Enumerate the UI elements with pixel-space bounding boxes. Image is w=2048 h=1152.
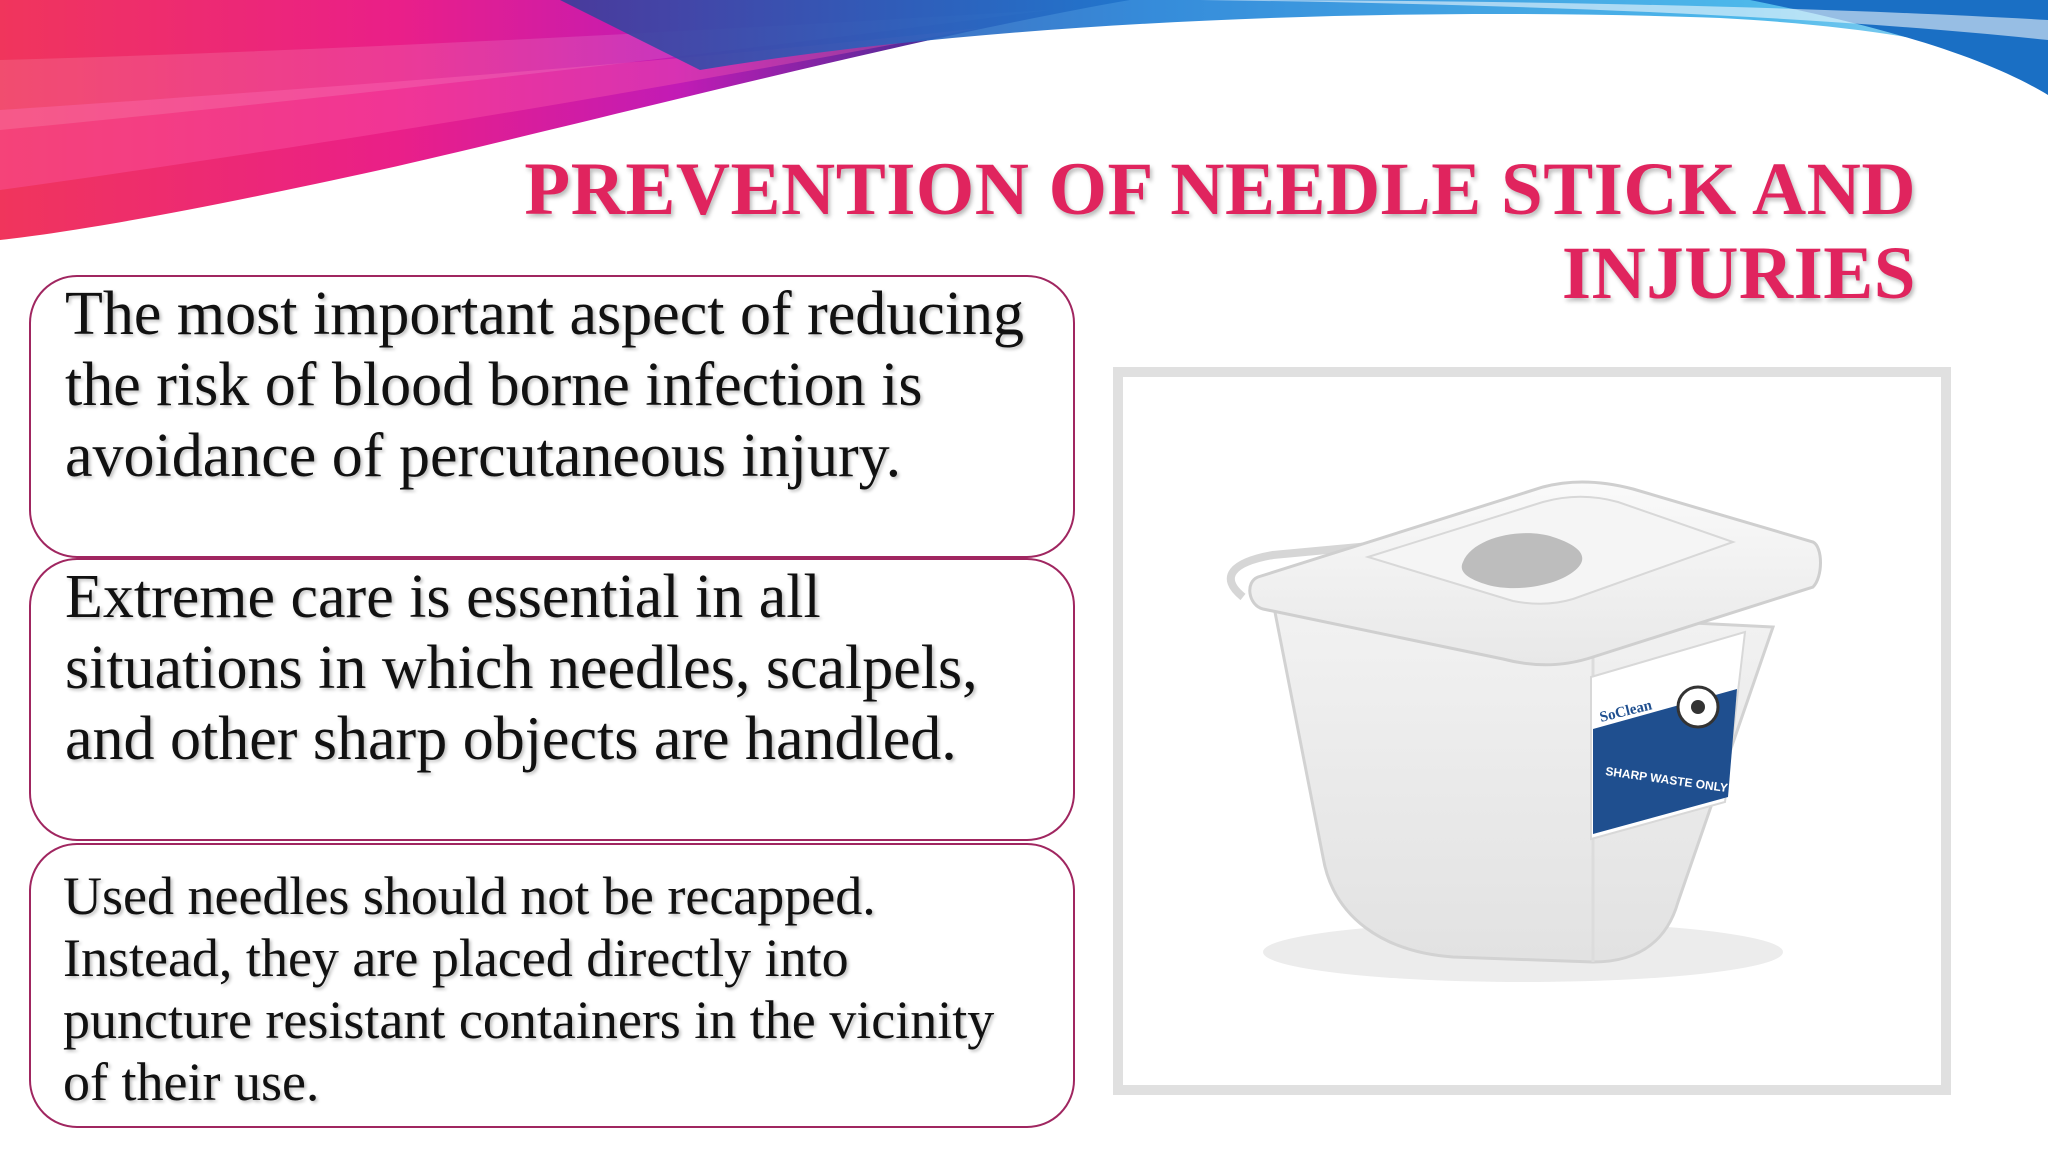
text-box-2 <box>29 558 1075 841</box>
text-box-3 <box>29 843 1075 1128</box>
slide-title: PREVENTION OF NEEDLE STICK AND INJURIES <box>524 148 1916 315</box>
text-box-1 <box>29 275 1075 558</box>
container-brand-text: SoClean <box>1598 697 1654 726</box>
sharps-container-illustration <box>1123 377 1941 1085</box>
text-box-2-content: Extreme care is essential in all situations in which needles, scalpels, and other sharp objects are handled. <box>65 563 978 773</box>
text-box-3-content: Used needles should not be recapped. Instead, they are placed directly into puncture resistant containers in the vicinity of their use. <box>63 866 995 1112</box>
text-box-1-content: The most important aspect of reducing the risk of blood borne infection is avoidance of percutaneous injury. <box>65 280 1025 490</box>
container-label-text: SHARP WASTE ONLY <box>1604 764 1729 796</box>
sharps-container-photo <box>1113 367 1951 1095</box>
